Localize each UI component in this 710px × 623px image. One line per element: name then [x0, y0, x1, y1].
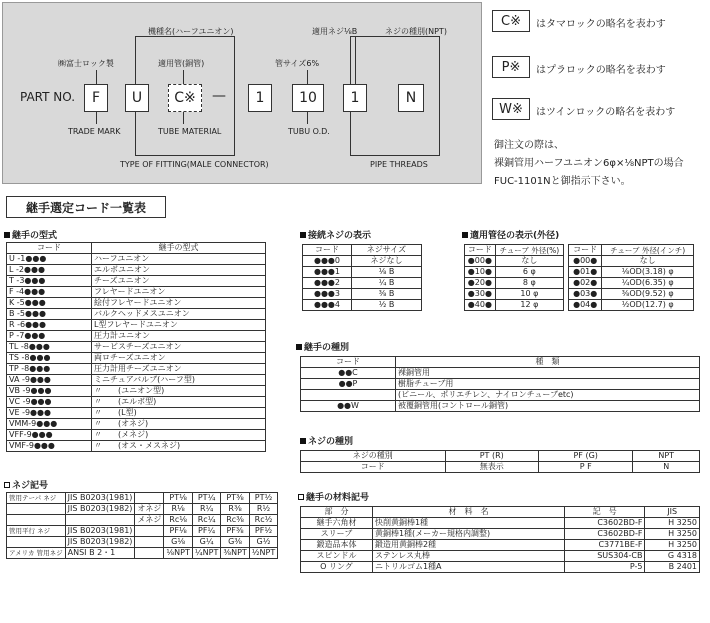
fitting-type-row: [7, 254, 266, 265]
tube-od-in-row: [569, 256, 694, 267]
tube-od-mm-cell: ●30●: [465, 289, 496, 300]
fitting-type-cell: 〃 (オス・メスネジ): [92, 441, 266, 452]
connect-thread-table: [302, 244, 422, 311]
thread-symbol-row: [7, 504, 278, 515]
thread-symbol-cell: ⅜NPT: [221, 548, 249, 559]
material-cell: C3602BD-F: [565, 518, 645, 529]
thread-symbol-cell: G¼: [192, 537, 220, 548]
thread-symbol-title: ネジ記号: [4, 478, 48, 491]
order-note-line3: FUC-1101Nと御指示下さい。: [494, 176, 631, 187]
fitting-type-row: [7, 375, 266, 386]
thread-symbol-sub: [135, 493, 164, 504]
tube-od-mm-row: [465, 289, 564, 300]
order-note-line2: 裸銅管用ハーフユニオン6φ×⅛NPTの場合: [494, 158, 684, 169]
maker-label: ㈱富士ロック製: [58, 59, 114, 68]
fitting-type-cell: エルボユニオン: [92, 265, 266, 276]
material-cell: 鍛造品本体: [301, 540, 373, 551]
code-box-n: N: [398, 84, 424, 112]
fitting-type-row: [7, 386, 266, 397]
thread-kind-r1c4: NPT: [633, 451, 700, 462]
material-row: [301, 562, 700, 573]
tube-od-in-cell: ⅜OD(9.52) φ: [602, 289, 694, 300]
code-dash: —: [212, 88, 226, 104]
thread-symbol-std: ANSI B 2・1: [65, 548, 135, 559]
material-cell: スピンドル: [301, 551, 373, 562]
materials-header-jis: JIS: [645, 507, 700, 518]
tube-od-mm-cell: ●40●: [465, 300, 496, 311]
pipe-threads-label: PIPE THREADS: [370, 160, 428, 169]
materials-header-material: 材 料 名: [372, 507, 564, 518]
thread-symbol-group: 管用テーパ ネジ: [7, 493, 66, 504]
fitting-type-cell: VA -9●●●: [7, 375, 92, 386]
main-title: 継手選定コード一覧表: [6, 196, 166, 218]
fitting-type-row: [7, 331, 266, 342]
thread-symbol-row: [7, 515, 278, 526]
code-box-1b: 1: [343, 84, 367, 112]
fitting-type-row: [7, 397, 266, 408]
thread-symbol-cell: ¼NPT: [192, 548, 220, 559]
material-cell: G 4318: [645, 551, 700, 562]
fitting-type-row: [7, 276, 266, 287]
material-cell: 継手六角材: [301, 518, 373, 529]
fitting-type-cell: TP -8●●●: [7, 364, 92, 375]
fitting-type-row: [7, 309, 266, 320]
part-no-label: PART NO.: [20, 90, 76, 104]
fitting-kind-cell: 裸銅管用: [396, 368, 700, 379]
material-cell: 鍛造用黄銅棒2種: [372, 540, 564, 551]
connect-thread-header-size: ネジサイズ: [351, 245, 421, 256]
thread-symbol-group: [7, 537, 66, 548]
legend-text-p: はプラロックの略名を表わす: [536, 65, 666, 76]
fitting-types-table: [6, 242, 266, 452]
material-cell: 快削黄銅棒1種: [372, 518, 564, 529]
material-cell: ステンレス丸棒: [372, 551, 564, 562]
tube-od-in-cell: ½OD(12.7) φ: [602, 300, 694, 311]
thread-symbol-cell: R⅛: [164, 504, 192, 515]
thread-symbol-cell: PT½: [249, 493, 277, 504]
tube-od-title: 適用管径の表示(外径): [462, 228, 559, 241]
fitting-type-cell: L -2●●●: [7, 265, 92, 276]
thread-symbol-std: JIS B0203(1982): [65, 504, 135, 515]
thread-symbol-cell: PT⅜: [221, 493, 249, 504]
fitting-type-cell: 〃 (メネジ): [92, 430, 266, 441]
tube-od-in-cell: ●00●: [569, 256, 602, 267]
thread-symbol-cell: G⅛: [164, 537, 192, 548]
material-row: [301, 540, 700, 551]
trade-mark-label: TRADE MARK: [68, 127, 121, 136]
thread-symbol-cell: PT⅛: [164, 493, 192, 504]
tube-od-mm-row: [465, 256, 564, 267]
thread-symbol-sub: オネジ: [135, 504, 164, 515]
thread-symbol-cell: PF¼: [192, 526, 220, 537]
tube-od-in-cell: ●04●: [569, 300, 602, 311]
code-box-c: C※: [168, 84, 202, 112]
thread-symbol-cell: R½: [249, 504, 277, 515]
fitting-kind-cell: (ビニール、ポリエチレン、ナイロンチューブetc): [396, 390, 700, 401]
connect-thread-row: [303, 300, 422, 311]
code-box-u: U: [125, 84, 149, 112]
tube-od-in-header-code: コード: [569, 245, 602, 256]
tube-od-mm-cell: 12 φ: [495, 300, 563, 311]
fitting-type-cell: VFF-9●●●: [7, 430, 92, 441]
tube-od-mm-table: [464, 244, 564, 311]
tube-od-mm-row: [465, 278, 564, 289]
thread-symbol-std: JIS B0203(1981): [65, 526, 135, 537]
thread-symbol-group: [7, 504, 66, 515]
fitting-kind-cell: 樹脂チューブ用: [396, 379, 700, 390]
fitting-type-cell: 両ロチーズユニオン: [92, 353, 266, 364]
thread-type-label: ネジの種別(NPT): [385, 27, 447, 36]
fitting-type-cell: T -3●●●: [7, 276, 92, 287]
fitting-kind-header-kind: 種 類: [396, 357, 700, 368]
fitting-type-row: [7, 342, 266, 353]
connect-thread-row: [303, 256, 422, 267]
code-box-f: F: [84, 84, 108, 112]
type-of-fitting-label: TYPE OF FITTING(MALE CONNECTOR): [120, 160, 269, 169]
fitting-type-cell: 〃 (エルボ型): [92, 397, 266, 408]
tube-od-in-cell: ●01●: [569, 267, 602, 278]
tube-od-mm-cell: ●10●: [465, 267, 496, 278]
connect-thread-header-code: コード: [303, 245, 352, 256]
fitting-kind-table: [300, 356, 700, 412]
materials-header-part: 部 分: [301, 507, 373, 518]
thread-symbol-cell: G⅜: [221, 537, 249, 548]
tube-od-in-row: [569, 300, 694, 311]
tube-od-mm-header-od: チューブ 外径(%): [495, 245, 563, 256]
material-cell: O リング: [301, 562, 373, 573]
fitting-kind-cell: [301, 390, 396, 401]
fitting-type-cell: サービスチーズユニオン: [92, 342, 266, 353]
fitting-type-cell: バルクヘッドメスユニオン: [92, 309, 266, 320]
fitting-type-cell: 圧力計用チーズユニオン: [92, 364, 266, 375]
connect-thread-cell: ●●●4: [303, 300, 352, 311]
thread-symbol-group: アメリカ 管用ネジ: [7, 548, 66, 559]
thread-symbol-cell: PF½: [249, 526, 277, 537]
code-box-10: 10: [292, 84, 324, 112]
model-name-label: 機種名(ハーフユニオン): [148, 27, 234, 36]
tube-od-mm-header-code: コード: [465, 245, 496, 256]
order-note-line1: 御注文の際は、: [494, 140, 564, 151]
tube-od-in-cell: ¼OD(6.35) φ: [602, 278, 694, 289]
material-cell: H 3250: [645, 529, 700, 540]
thread-symbol-cell: Rc⅜: [221, 515, 249, 526]
connect-thread-cell: ●●●2: [303, 278, 352, 289]
connect-thread-row: [303, 289, 422, 300]
fitting-type-row: [7, 364, 266, 375]
connect-thread-row: [303, 278, 422, 289]
fitting-kind-row: [301, 401, 700, 412]
thread-symbol-cell: PF⅜: [221, 526, 249, 537]
fitting-types-title: 継手の型式: [4, 228, 57, 241]
tube-size-label: 管サイズ6%: [275, 59, 320, 68]
material-cell: C3771BE-F: [565, 540, 645, 551]
thread-symbol-std: JIS B0203(1981): [65, 493, 135, 504]
tube-od-in-row: [569, 278, 694, 289]
legend-code-c: C※: [492, 10, 530, 32]
fitting-type-cell: 圧力計ユニオン: [92, 331, 266, 342]
thread-symbol-std: [65, 515, 135, 526]
fitting-type-cell: R -6●●●: [7, 320, 92, 331]
fitting-type-cell: 絵付フレヤードユニオン: [92, 298, 266, 309]
thread-symbol-cell: Rc½: [249, 515, 277, 526]
fitting-type-row: [7, 287, 266, 298]
tube-od-mm-row: [465, 300, 564, 311]
tube-od-in-cell: ●03●: [569, 289, 602, 300]
fitting-type-row: [7, 441, 266, 452]
connect-thread-cell: ¼ B: [351, 278, 421, 289]
fitting-type-cell: P -7●●●: [7, 331, 92, 342]
fitting-type-cell: ハーフユニオン: [92, 254, 266, 265]
material-cell: 黄銅棒1種(メーカー規格内調整): [372, 529, 564, 540]
thread-size-label: 適用ネジ⅛B: [312, 27, 358, 36]
fitting-kind-row: [301, 379, 700, 390]
connect-thread-cell: ●●●0: [303, 256, 352, 267]
fitting-type-cell: U -1●●●: [7, 254, 92, 265]
legend-text-c: はタマロックの略名を表わす: [536, 19, 666, 30]
tube-od-in-cell: ●02●: [569, 278, 602, 289]
thread-symbol-sub: [135, 526, 164, 537]
tube-od-mm-cell: ●20●: [465, 278, 496, 289]
legend-code-w: W※: [492, 98, 530, 120]
fitting-type-cell: フレヤードユニオン: [92, 287, 266, 298]
material-cell: H 3250: [645, 518, 700, 529]
thread-symbol-table: [6, 492, 278, 559]
fitting-kind-row: [301, 390, 700, 401]
connect-thread-cell: ½ B: [351, 300, 421, 311]
fitting-type-cell: K -5●●●: [7, 298, 92, 309]
material-row: [301, 551, 700, 562]
tube-od-mm-row: [465, 267, 564, 278]
thread-symbol-cell: R⅜: [221, 504, 249, 515]
connect-thread-title: 接続ネジの表示: [300, 228, 371, 241]
fitting-type-row: [7, 298, 266, 309]
thread-symbol-cell: ½NPT: [249, 548, 277, 559]
material-cell: B 2401: [645, 562, 700, 573]
thread-symbol-cell: ⅛NPT: [164, 548, 192, 559]
tube-od-mm-cell: 8 φ: [495, 278, 563, 289]
thread-kind-r1c3: PF (G): [538, 451, 633, 462]
tubu-od-label: TUBU O.D.: [288, 127, 330, 136]
materials-table: [300, 506, 700, 573]
thread-symbol-cell: Rc⅛: [164, 515, 192, 526]
fitting-type-cell: 〃 (L型): [92, 408, 266, 419]
fitting-type-cell: 〃 (オネジ): [92, 419, 266, 430]
fitting-type-row: [7, 265, 266, 276]
fitting-kind-cell: ●●P: [301, 379, 396, 390]
fitting-kind-cell: ●●W: [301, 401, 396, 412]
fitting-type-cell: VE -9●●●: [7, 408, 92, 419]
fitting-type-row: [7, 430, 266, 441]
material-cell: ニトリルゴム1種A: [372, 562, 564, 573]
connect-thread-cell: ●●●1: [303, 267, 352, 278]
fitting-type-cell: ミニチュアバルブ(ハーフ型): [92, 375, 266, 386]
materials-title: 継手の材料記号: [298, 490, 369, 503]
fitting-type-row: [7, 419, 266, 430]
tube-od-mm-cell: 6 φ: [495, 267, 563, 278]
material-row: [301, 529, 700, 540]
fitting-type-cell: TL -8●●●: [7, 342, 92, 353]
tube-material-label: TUBE MATERIAL: [158, 127, 222, 136]
material-cell: SUS304-CB: [565, 551, 645, 562]
material-cell: H 3250: [645, 540, 700, 551]
fitting-type-cell: VB -9●●●: [7, 386, 92, 397]
connect-thread-cell: ネジなし: [351, 256, 421, 267]
fitting-kind-header-code: コード: [301, 357, 396, 368]
thread-symbol-sub: [135, 548, 164, 559]
thread-symbol-sub: メネジ: [135, 515, 164, 526]
thread-symbol-sub: [135, 537, 164, 548]
fitting-kind-cell: 被覆銅管用(コントロール銅管): [396, 401, 700, 412]
material-cell: P-5: [565, 562, 645, 573]
tube-material-jp-label: 適用管(銅管): [158, 59, 205, 68]
legend-code-p: P※: [492, 56, 530, 78]
fitting-type-cell: チーズユニオン: [92, 276, 266, 287]
tube-od-in-cell: ⅛OD(3.18) φ: [602, 267, 694, 278]
fitting-type-cell: VC -9●●●: [7, 397, 92, 408]
connect-thread-row: [303, 267, 422, 278]
thread-symbol-row: [7, 537, 278, 548]
thread-kind-r2c1: コード: [301, 462, 446, 473]
thread-symbol-cell: PF⅛: [164, 526, 192, 537]
fitting-type-cell: B -5●●●: [7, 309, 92, 320]
connect-thread-cell: ⅜ B: [351, 289, 421, 300]
thread-kind-r2c4: N: [633, 462, 700, 473]
fitting-kind-cell: ●●C: [301, 368, 396, 379]
fitting-type-row: [7, 320, 266, 331]
fitting-type-row: [7, 408, 266, 419]
thread-symbol-group: 管用平行 ネジ: [7, 526, 66, 537]
tube-od-in-cell: なし: [602, 256, 694, 267]
thread-kind-table: [300, 450, 700, 473]
tube-od-mm-cell: ●00●: [465, 256, 496, 267]
material-cell: C3602BD-F: [565, 529, 645, 540]
tube-od-in-row: [569, 267, 694, 278]
code-box-1: 1: [248, 84, 272, 112]
thread-kind-r1c1: ネジの種別: [301, 451, 446, 462]
thread-symbol-row: [7, 526, 278, 537]
thread-symbol-row: [7, 548, 278, 559]
thread-symbol-row: [7, 493, 278, 504]
thread-kind-r1c2: PT (R): [445, 451, 538, 462]
materials-header-symbol: 記 号: [565, 507, 645, 518]
tube-od-in-row: [569, 289, 694, 300]
tube-od-in-table: [568, 244, 694, 311]
thread-kind-r2c3: P F: [538, 462, 633, 473]
thread-symbol-std: JIS B0203(1982): [65, 537, 135, 548]
tube-od-mm-cell: 10 φ: [495, 289, 563, 300]
fitting-type-cell: L型フレヤードユニオン: [92, 320, 266, 331]
fitting-type-cell: F -4●●●: [7, 287, 92, 298]
fitting-type-cell: VMM-9●●●: [7, 419, 92, 430]
legend-text-w: はツインロックの略名を表わす: [536, 107, 676, 118]
thread-symbol-group: [7, 515, 66, 526]
fitting-types-header-name: 継手の型式: [92, 243, 266, 254]
thread-kind-title: ネジの種別: [300, 434, 353, 447]
fitting-type-cell: VMF-9●●●: [7, 441, 92, 452]
tube-od-in-header-od: チューブ 外径(インチ): [602, 245, 694, 256]
thread-kind-r2c2: 無表示: [445, 462, 538, 473]
fitting-types-header-code: コード: [7, 243, 92, 254]
fitting-kind-title: 継手の種別: [296, 340, 349, 353]
material-row: [301, 518, 700, 529]
thread-symbol-cell: PT¼: [192, 493, 220, 504]
fitting-type-cell: TS -8●●●: [7, 353, 92, 364]
material-cell: スリーブ: [301, 529, 373, 540]
fitting-type-row: [7, 353, 266, 364]
fitting-type-cell: 〃 (ユニオン型): [92, 386, 266, 397]
thread-symbol-cell: R¼: [192, 504, 220, 515]
fitting-kind-row: [301, 368, 700, 379]
thread-symbol-cell: G½: [249, 537, 277, 548]
connect-thread-cell: ●●●3: [303, 289, 352, 300]
tube-od-mm-cell: なし: [495, 256, 563, 267]
connect-thread-cell: ⅛ B: [351, 267, 421, 278]
thread-symbol-cell: Rc¼: [192, 515, 220, 526]
